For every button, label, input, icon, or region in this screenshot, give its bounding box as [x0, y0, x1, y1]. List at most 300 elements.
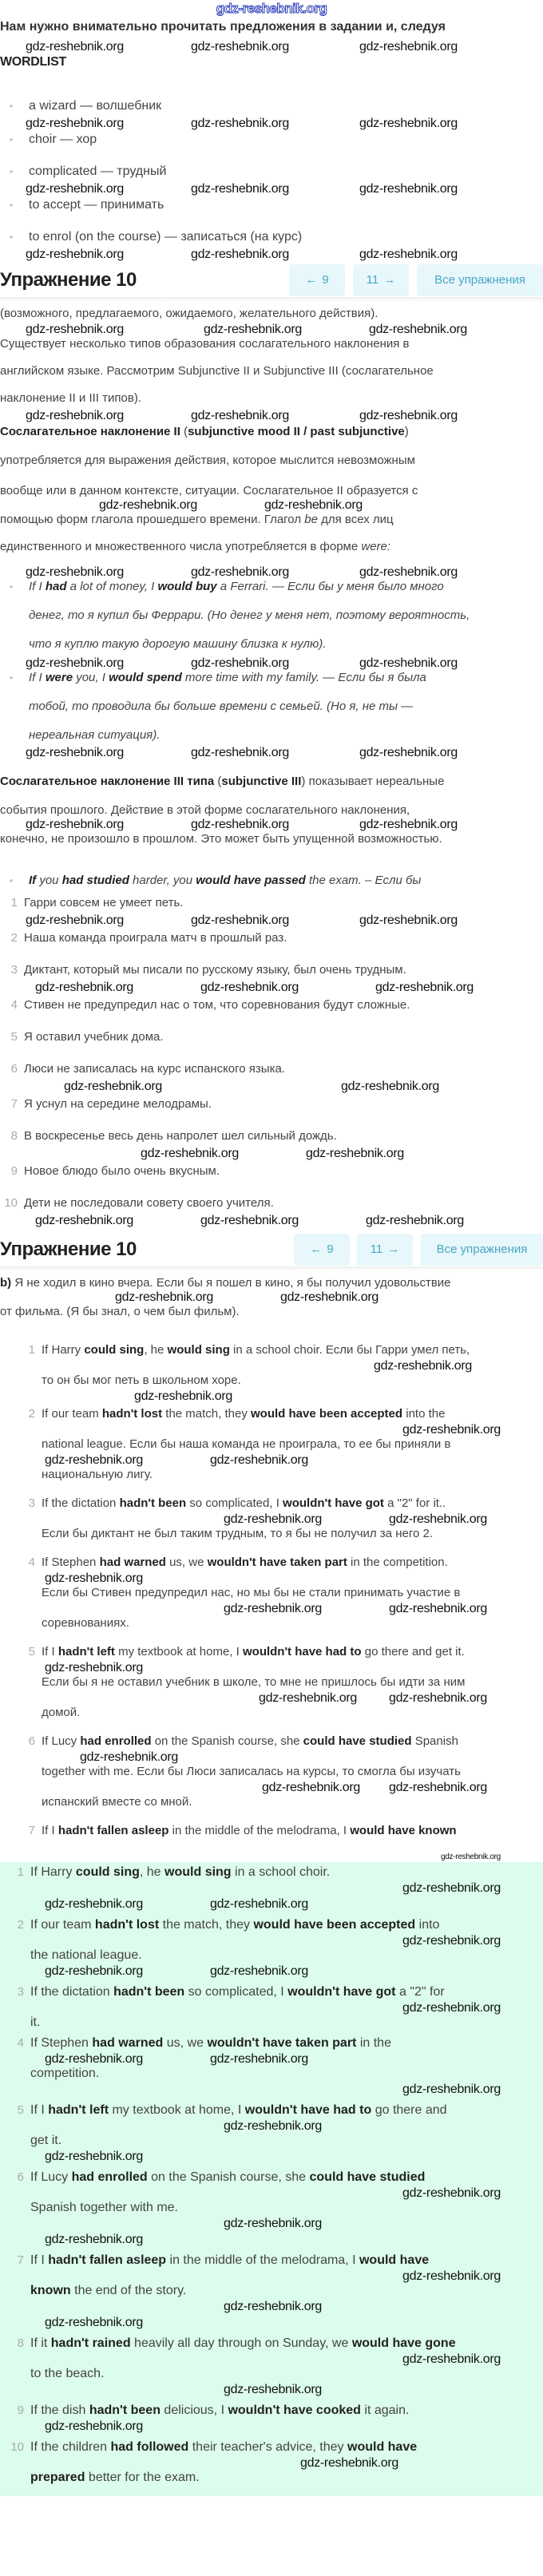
- item-number: 4: [10, 998, 18, 1012]
- bold-text: b): [0, 1276, 12, 1290]
- spacer: [0, 2397, 543, 2404]
- bold-text: Сослагательное наклонение II: [0, 425, 180, 438]
- watermark-row: [0, 1897, 543, 1912]
- bullet-icon: •: [10, 672, 14, 684]
- bold-text: had studied: [61, 874, 129, 887]
- task-sentence: [0, 1164, 543, 1179]
- item-number: 3: [10, 963, 18, 977]
- answer-text: [30, 2067, 99, 2081]
- answer-line: [0, 1985, 543, 1999]
- spacer: [0, 554, 543, 565]
- text: (: [214, 775, 222, 788]
- bold-text: wouldn't have got: [283, 1496, 384, 1510]
- text: in a school choir. Если бы Гарри умел петь,: [229, 1343, 470, 1357]
- arrow-right-icon: →: [387, 1242, 400, 1256]
- intro-title: Нам нужно внимательно прочитать предложения в задании и, следуя: [0, 20, 446, 34]
- bold-text: wouldn't have had to: [242, 1645, 362, 1659]
- answer-line: [0, 2440, 543, 2455]
- text-line: вообще или в данном контексте, ситуации. Сослагательное II образуется с: [0, 484, 418, 497]
- spacer: [0, 1720, 543, 1734]
- item-number: 5: [10, 1030, 18, 1044]
- bold-text: would have: [359, 2253, 430, 2267]
- wordlist-item-text: a wizard — волшебник: [29, 99, 162, 113]
- bold-text: wouldn't have cooked: [228, 2404, 361, 2417]
- watermark-text: gdz-reshebnik.org: [134, 1389, 232, 1403]
- text: into the: [402, 1407, 446, 1421]
- text: If the dictation: [42, 1496, 120, 1510]
- text-line: нереальная ситуация).: [29, 728, 161, 742]
- text: If our team: [30, 1918, 95, 1932]
- watermark-text: gdz-reshebnik.org: [264, 498, 363, 512]
- prev-label: 9: [322, 273, 329, 287]
- bold-text: subjunctive III: [221, 775, 302, 788]
- text: get it.: [30, 2134, 62, 2147]
- spacer: [0, 1541, 543, 1556]
- spacer: [0, 1482, 543, 1496]
- translation-text: [42, 1343, 470, 1357]
- watermark-text: gdz-reshebnik.org: [26, 117, 124, 130]
- watermark-text: gdz-reshebnik.org: [402, 2083, 501, 2096]
- item-number: 5: [17, 2103, 24, 2117]
- answer-text: [30, 2440, 417, 2455]
- spacer: [0, 2485, 543, 2491]
- bold-text: had warned: [92, 2036, 164, 2050]
- translation-text: соревнованиях.: [42, 1616, 129, 1630]
- site-logo[interactable]: gdz-reshebnik.org: [216, 1, 327, 16]
- text: the match, they: [162, 1407, 251, 1421]
- bold-text: had followed: [110, 2440, 189, 2454]
- watermark-text: gdz-reshebnik.org: [45, 1964, 143, 1978]
- item-number: 6: [28, 1734, 35, 1748]
- watermark-text: gdz-reshebnik.org: [224, 2383, 322, 2396]
- spacer: [0, 1912, 543, 1918]
- text: better for the exam.: [85, 2471, 200, 2484]
- watermark-text: gdz-reshebnik.org: [200, 981, 299, 994]
- text: If the dish: [30, 2404, 89, 2417]
- watermark-row: [0, 2269, 543, 2284]
- text: (: [180, 425, 188, 438]
- text: in the: [356, 2036, 391, 2050]
- spacer: [0, 1013, 543, 1030]
- answer-text: [30, 2284, 186, 2298]
- spacer: [0, 1112, 543, 1129]
- watermark-text: gdz-reshebnik.org: [26, 40, 124, 54]
- watermark-text: gdz-reshebnik.org: [190, 656, 289, 670]
- watermark-text: gdz-reshebnik.org: [388, 1781, 487, 1794]
- watermark-row: [0, 2419, 543, 2434]
- watermark-row: [0, 2217, 543, 2231]
- watermark-text: gdz-reshebnik.org: [190, 117, 289, 130]
- text: ) показывает нереальные: [301, 775, 445, 788]
- text: If I: [30, 2253, 49, 2267]
- watermark-row: [0, 1781, 543, 1795]
- answer-line: [0, 2253, 543, 2268]
- bold-text: had: [45, 580, 67, 593]
- answer-text: [30, 2015, 40, 2030]
- watermark-row: [0, 2383, 543, 2397]
- text: you: [36, 874, 62, 887]
- task-sentence: [0, 1196, 543, 1211]
- translation-line: [0, 1765, 543, 1779]
- watermark-row: [0, 182, 543, 196]
- watermark-text: gdz-reshebnik.org: [388, 1602, 487, 1615]
- text: единственного и множественного числа употребляется в форме: [0, 540, 362, 553]
- text: in the middle of the melodrama, I: [168, 1824, 351, 1837]
- bold-text: would have gone: [351, 2336, 456, 2350]
- bold-text: wouldn't have taken part: [207, 2036, 357, 2050]
- answer-text: [30, 2471, 200, 2485]
- watermark-text: gdz-reshebnik.org: [375, 981, 474, 994]
- watermark-text: gdz-reshebnik.org: [441, 1853, 501, 1861]
- watermark-text: gdz-reshebnik.org: [209, 1897, 308, 1911]
- bold-text: wouldn't have taken part: [207, 1556, 347, 1569]
- translation-line: [0, 1468, 543, 1482]
- watermark-text: gdz-reshebnik.org: [190, 248, 289, 261]
- text: If Stephen: [30, 2036, 93, 2050]
- task-sentence: [0, 998, 543, 1013]
- text: in the middle of the melodrama, I: [166, 2253, 359, 2267]
- item-number: 2: [28, 1407, 35, 1421]
- answer-text: [30, 2036, 391, 2051]
- watermark-text: gdz-reshebnik.org: [259, 1691, 357, 1705]
- prev-exercise-button[interactable]: [294, 1234, 350, 1266]
- watermark-row: [0, 2083, 543, 2097]
- watermark-text: gdz-reshebnik.org: [402, 2186, 501, 2200]
- watermark-row: [0, 1691, 543, 1706]
- text-line: события прошлого. Действие в этой форме сослагательного наклонения,: [0, 803, 410, 817]
- text-line: английском языке. Рассмотрим Subjunctive II и Subjunctive III (сослагательное: [0, 364, 434, 378]
- watermark-row: [0, 1147, 543, 1161]
- text-line: [0, 513, 543, 527]
- wordlist-item-text: choir — хор: [29, 133, 97, 146]
- text-line: [0, 1276, 543, 1290]
- bold-text: Сослагательное наклонение III типа: [0, 775, 215, 788]
- spacer: [0, 147, 543, 164]
- watermark-text: gdz-reshebnik.org: [45, 1661, 143, 1674]
- spacer: [0, 2247, 543, 2253]
- wordlist-item: [0, 198, 543, 212]
- watermark-text: gdz-reshebnik.org: [359, 248, 458, 261]
- bold-text: hadn't lost: [94, 1918, 160, 1932]
- arrow-right-icon: →: [383, 273, 396, 287]
- translation-text: [42, 1556, 448, 1570]
- watermark-row: [0, 117, 543, 131]
- watermark-text: gdz-reshebnik.org: [35, 1214, 133, 1227]
- watermark-row: [0, 818, 543, 832]
- theory-section: [0, 302, 543, 896]
- watermark-text: gdz-reshebnik.org: [190, 182, 289, 196]
- watermark-text: gdz-reshebnik.org: [224, 2217, 322, 2230]
- bold-text: subjunctive mood II / past subjunctive: [188, 425, 405, 438]
- watermark-text: gdz-reshebnik.org: [35, 981, 133, 994]
- exercise-title: Упражнение 10: [0, 269, 137, 291]
- watermark-text: gdz-reshebnik.org: [305, 1147, 404, 1160]
- task-sentences-list: [0, 896, 543, 1233]
- text: competition.: [30, 2067, 100, 2080]
- bold-text: hadn't been: [89, 2404, 161, 2417]
- text: If I: [42, 1824, 58, 1837]
- text: ): [404, 425, 409, 438]
- watermark-row: [0, 1571, 543, 1586]
- watermark-row: [0, 2150, 543, 2164]
- watermark-row: [0, 2316, 543, 2330]
- item-number: 9: [17, 2404, 24, 2417]
- answer-line: [0, 2036, 543, 2051]
- text-line: употребляется для выражения действия, которое мыслится невозможным: [0, 454, 415, 467]
- wordlist-item: [0, 133, 543, 147]
- watermark-row: [0, 1453, 543, 1468]
- text-line: тобой, то проводила бы больше времени с семьей. (Но я, не ты —: [29, 699, 414, 713]
- item-number: 7: [17, 2253, 24, 2267]
- all-exercises-button[interactable]: [417, 264, 543, 296]
- task-sentence: [0, 1097, 543, 1112]
- text: go there and: [371, 2103, 447, 2117]
- watermark-row: [0, 2456, 543, 2471]
- italic-text: be: [304, 513, 318, 526]
- item-number: 8: [10, 1129, 18, 1143]
- answer-text: [30, 1985, 445, 1999]
- watermark-text: gdz-reshebnik.org: [340, 1080, 439, 1093]
- watermark-text: gdz-reshebnik.org: [45, 2052, 143, 2066]
- watermark-row: [0, 656, 543, 671]
- watermark-text: gdz-reshebnik.org: [190, 40, 289, 54]
- text: a "2" for: [395, 1985, 445, 1999]
- text: the exam. – Если бы: [305, 874, 422, 887]
- text: для всех лиц: [317, 513, 394, 526]
- item-number: 7: [28, 1824, 35, 1837]
- text: If Harry: [30, 1865, 76, 1879]
- spacer: [0, 1838, 543, 1853]
- translation-line: [0, 1373, 543, 1388]
- spacer: [0, 1979, 543, 1985]
- bold-text: would have known: [350, 1824, 457, 1837]
- translation-line: [0, 1343, 543, 1357]
- translation-text: [42, 1734, 458, 1749]
- next-label: 11: [370, 1242, 383, 1256]
- text: If Lucy: [30, 2170, 72, 2184]
- watermark-row: [0, 1423, 543, 1437]
- watermark-text: gdz-reshebnik.org: [359, 409, 458, 422]
- item-number: 7: [10, 1097, 18, 1111]
- text: Я не ходил в кино вчера. Если бы я пошел в кино, я бы получил удовольствие: [11, 1276, 451, 1290]
- watermark-row: [0, 498, 543, 513]
- watermark-row: [0, 981, 543, 995]
- watermark-row: [0, 1853, 543, 1862]
- answer-line: [0, 2134, 543, 2148]
- watermark-text: gdz-reshebnik.org: [300, 2456, 398, 2470]
- translation-line: [0, 1556, 543, 1570]
- bold-text: hadn't rained: [50, 2336, 131, 2350]
- arrow-left-icon: ←: [310, 1242, 323, 1256]
- translation-text: то он бы мог петь в школьном хоре.: [42, 1373, 241, 1387]
- watermark-text: gdz-reshebnik.org: [224, 2119, 322, 2133]
- task-sentence-text: Новое блюдо было очень вкусным.: [24, 1164, 220, 1178]
- watermark-row: [0, 746, 543, 760]
- bold-text: could have studied: [309, 2170, 426, 2184]
- spacer: [0, 888, 543, 896]
- watermark-row: [0, 248, 543, 262]
- bold-text: hadn't been: [119, 1496, 187, 1510]
- wordlist-heading: WORDLIST: [0, 55, 66, 69]
- answer-text: [30, 2103, 447, 2118]
- answer-line: [0, 1865, 543, 1880]
- example-text: [29, 580, 444, 594]
- spacer: [0, 789, 543, 803]
- spacer: [0, 70, 543, 99]
- bullet-icon: •: [10, 134, 14, 145]
- text: to the beach.: [30, 2367, 105, 2380]
- watermark-row: [0, 2300, 543, 2314]
- task-sentence-text: Диктант, который мы писали по русскому языку, был очень трудным.: [24, 963, 406, 977]
- watermark-row: [0, 1661, 543, 1675]
- part-b-section: [0, 1271, 543, 1343]
- task-sentence-text: Стивен не предупредил нас о том, что соревнования будут сложные.: [24, 998, 410, 1012]
- text: into: [415, 1918, 440, 1932]
- text: a lot of money, I: [66, 580, 158, 593]
- watermark-text: gdz-reshebnik.org: [99, 498, 197, 512]
- translation-text: испанский вместе со мной.: [42, 1795, 192, 1809]
- bold-text: were: [45, 671, 73, 684]
- text: If the dictation: [30, 1985, 114, 1999]
- bullet-icon: •: [10, 232, 14, 243]
- text: in a school choir.: [231, 1865, 331, 1879]
- item-number: 6: [10, 1062, 18, 1076]
- item-number: 2: [10, 931, 18, 945]
- task-sentence-text: Я уснул на середине мелодрамы.: [24, 1097, 212, 1111]
- answer-line: [0, 2015, 543, 2030]
- watermark-text: gdz-reshebnik.org: [224, 1512, 322, 1526]
- spacer: [0, 1809, 543, 1824]
- watermark-text: gdz-reshebnik.org: [203, 323, 302, 336]
- translation-line: [0, 1496, 543, 1511]
- translation-line: [0, 1437, 543, 1452]
- example-line: [0, 874, 543, 888]
- watermark-text: gdz-reshebnik.org: [45, 1571, 143, 1585]
- text: you, I: [73, 671, 109, 684]
- spacer: [0, 1044, 543, 1062]
- watermark-text: gdz-reshebnik.org: [359, 818, 458, 831]
- bold-text: If: [29, 874, 37, 887]
- item-number: 2: [17, 1918, 24, 1932]
- wordlist: [0, 70, 543, 264]
- watermark-text: gdz-reshebnik.org: [26, 409, 124, 422]
- watermark-text: gdz-reshebnik.org: [45, 2316, 143, 2329]
- watermark-row: [0, 1602, 543, 1616]
- spacer: [0, 760, 543, 775]
- text-line: что я куплю такую дорогую машину близка к нулю).: [29, 637, 327, 651]
- translation-line: [0, 1645, 543, 1659]
- next-exercise-button[interactable]: [357, 1234, 413, 1266]
- example-line: [0, 580, 543, 594]
- translation-line: [0, 1734, 543, 1749]
- wordlist-item-text: to enrol (on the course) — записаться (на курс): [29, 230, 303, 244]
- prev-exercise-button[interactable]: [289, 264, 345, 296]
- task-sentence-text: В воскресенье весь день напролет шел сильный дождь.: [24, 1129, 337, 1143]
- watermark-text: gdz-reshebnik.org: [365, 1214, 464, 1227]
- item-number: 10: [4, 1196, 18, 1210]
- text: If it: [30, 2336, 51, 2350]
- answer-text: [30, 2134, 61, 2148]
- spacer: [0, 2030, 543, 2036]
- translation-line: [0, 1527, 543, 1541]
- answer-line: [0, 2067, 543, 2081]
- watermark-text: gdz-reshebnik.org: [359, 40, 458, 54]
- watermark-text: gdz-reshebnik.org: [45, 2233, 143, 2246]
- translation-line: [0, 1586, 543, 1600]
- watermark-text: gdz-reshebnik.org: [115, 1290, 213, 1304]
- watermark-text: gdz-reshebnik.org: [45, 1897, 143, 1911]
- text: it.: [30, 2015, 41, 2029]
- watermark-row: [0, 1964, 543, 1979]
- text: my textbook at home, I: [114, 1645, 243, 1659]
- answer-line: [0, 2404, 543, 2418]
- watermark-text: gdz-reshebnik.org: [45, 2150, 143, 2163]
- exercise-nav: [0, 264, 543, 297]
- translation-line: [0, 1795, 543, 1809]
- bold-text: hadn't been: [113, 1985, 185, 1999]
- wordlist-item-text: to accept — принимать: [29, 198, 164, 212]
- bold-text: wouldn't have got: [287, 1985, 396, 1999]
- spacer: [0, 2330, 543, 2336]
- text: If I: [29, 671, 46, 684]
- text-line: от фильма. (Я бы знал, о чем был фильм).: [0, 1305, 240, 1318]
- bold-text: hadn't fallen asleep: [57, 1824, 169, 1837]
- watermark-text: gdz-reshebnik.org: [26, 248, 124, 261]
- text: помощью форм глагола прошедшего времени. Глагол: [0, 513, 305, 526]
- watermark-text: gdz-reshebnik.org: [224, 1602, 322, 1615]
- translation-line: [0, 1706, 543, 1720]
- all-exercises-button[interactable]: [421, 1234, 543, 1266]
- next-exercise-button[interactable]: [353, 264, 409, 296]
- translation-text: домой.: [42, 1706, 81, 1719]
- bullet-icon: •: [10, 875, 14, 886]
- example-text: [29, 671, 426, 685]
- bold-text: known: [30, 2284, 71, 2297]
- bold-text: had enrolled: [71, 2170, 148, 2184]
- wordlist-item: [0, 230, 543, 244]
- watermark-row: [0, 409, 543, 423]
- watermark-text: gdz-reshebnik.org: [402, 1934, 501, 1948]
- text: If I: [29, 580, 46, 593]
- answer-line: [0, 2284, 543, 2298]
- prev-label: 9: [327, 1242, 334, 1256]
- spacer: [0, 212, 543, 230]
- answer-text: [30, 2201, 178, 2215]
- answer-text: [30, 2253, 429, 2268]
- exercise-nav: [0, 1233, 543, 1266]
- translations-list: [0, 1343, 543, 1862]
- text: the end of the story.: [70, 2284, 187, 2297]
- answer-line: [0, 2103, 543, 2118]
- watermark-text: gdz-reshebnik.org: [200, 1214, 299, 1227]
- answer-line: [0, 2336, 543, 2351]
- item-number: 4: [28, 1556, 35, 1569]
- task-sentence-text: Гарри совсем не умеет петь.: [24, 896, 184, 910]
- spacer: [0, 685, 543, 699]
- text-line: наклонение II и III типов).: [0, 391, 141, 405]
- bold-text: could sing: [84, 1343, 145, 1357]
- spacer: [0, 2434, 543, 2440]
- watermark-row: [0, 1214, 543, 1228]
- task-sentence-text: Дети не последовали совету своего учителя.: [24, 1196, 274, 1210]
- watermark-text: gdz-reshebnik.org: [45, 1453, 143, 1467]
- watermark-row: [0, 2001, 543, 2015]
- text: , he: [139, 1865, 165, 1879]
- watermark-text: gdz-reshebnik.org: [190, 746, 289, 759]
- item-number: 5: [28, 1645, 35, 1659]
- text: If I: [42, 1645, 58, 1659]
- spacer: [0, 623, 543, 637]
